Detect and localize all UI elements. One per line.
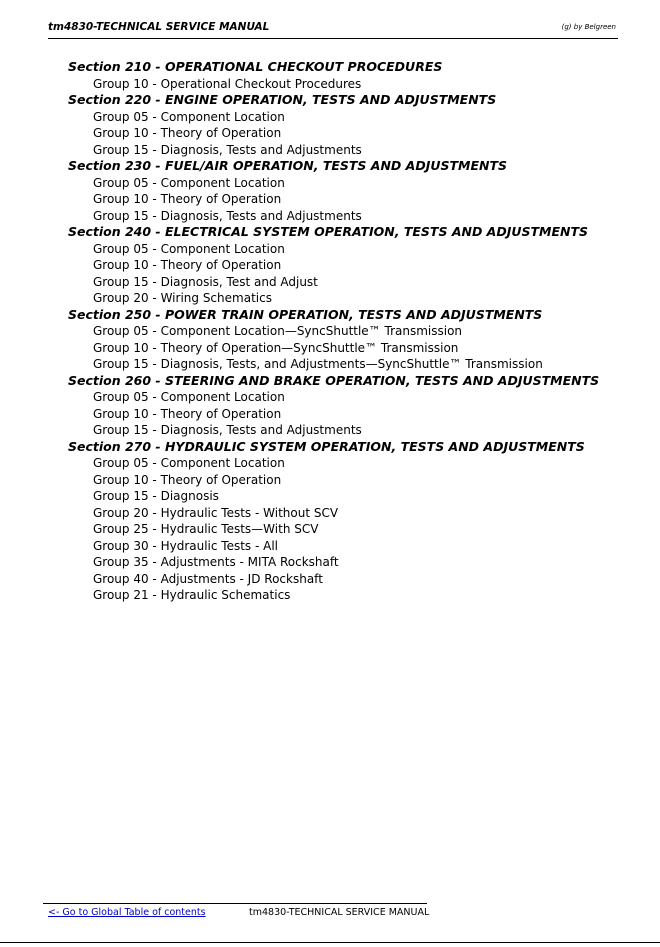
group-entry[interactable]: Group 05 - Component Location: [93, 175, 285, 190]
toc-section: [68, 158, 628, 224]
section-heading[interactable]: Section 240 - ELECTRICAL SYSTEM OPERATION, TESTS AND ADJUSTMENTS: [68, 224, 589, 239]
group-entry[interactable]: Group 15 - Diagnosis, Tests and Adjustments: [93, 142, 362, 157]
group-entry[interactable]: Group 30 - Hydraulic Tests - All: [93, 538, 279, 553]
group-entry[interactable]: Group 05 - Component Location: [93, 390, 285, 404]
group-entry[interactable]: Group 10 - Theory of Operation: [93, 406, 282, 421]
group-entry[interactable]: Group 20 - Wiring Schematics: [93, 291, 272, 305]
group-entry[interactable]: Group 10 - Theory of Operation: [93, 126, 282, 140]
footer-divider: [43, 903, 427, 904]
group-entry[interactable]: Group 15 - Diagnosis, Test and Adjust: [93, 274, 318, 289]
page-header: [48, 18, 618, 39]
footer-title: tm4830-TECHNICAL SERVICE MANUAL: [249, 907, 430, 918]
table-of-contents: [68, 59, 628, 604]
group-entry[interactable]: Group 15 - Diagnosis: [93, 489, 219, 503]
toc-section: [68, 307, 628, 373]
section-heading[interactable]: Section 260 - STEERING AND BRAKE OPERATION, TESTS AND ADJUSTMENTS: [68, 372, 600, 388]
section-heading[interactable]: Section 210 - OPERATIONAL CHECKOUT PROCEDURES: [68, 59, 443, 74]
toc-section: [68, 224, 628, 307]
group-entry[interactable]: Group 05 - Component Location: [93, 241, 285, 256]
group-entry[interactable]: Group 40 - Adjustments - JD Rockshaft: [93, 571, 323, 586]
group-entry[interactable]: Group 10 - Theory of Operation: [93, 472, 282, 487]
page-bottom-divider: [0, 942, 660, 943]
group-entry[interactable]: Group 20 - Hydraulic Tests - Without SCV: [93, 505, 339, 520]
group-entry[interactable]: Group 15 - Diagnosis, Tests and Adjustments: [93, 423, 362, 437]
header-title: tm4830-TECHNICAL SERVICE MANUAL: [48, 21, 270, 33]
global-toc-link[interactable]: <- Go to Global Table of contents: [48, 907, 206, 918]
group-entry[interactable]: Group 15 - Diagnosis, Tests, and Adjustments—SyncShuttle™ Transmission: [93, 357, 543, 371]
group-entry[interactable]: Group 35 - Adjustments - MITA Rockshaft: [93, 555, 339, 569]
section-heading[interactable]: Section 220 - ENGINE OPERATION, TESTS AND ADJUSTMENTS: [68, 92, 497, 107]
group-entry[interactable]: Group 10 - Theory of Operation: [93, 258, 282, 272]
group-entry[interactable]: Group 10 - Operational Checkout Procedures: [93, 76, 362, 91]
group-entry[interactable]: Group 15 - Diagnosis, Tests and Adjustments: [93, 208, 362, 223]
toc-section: [68, 92, 628, 158]
toc-section: [68, 373, 628, 439]
header-credit: (g) by Belgreen: [561, 23, 616, 31]
section-heading[interactable]: Section 250 - POWER TRAIN OPERATION, TESTS AND ADJUSTMENTS: [68, 306, 543, 322]
group-entry[interactable]: Group 21 - Hydraulic Schematics: [93, 588, 291, 602]
group-entry[interactable]: Group 10 - Theory of Operation: [93, 192, 282, 206]
group-entry[interactable]: Group 10 - Theory of Operation—SyncShuttle™ Transmission: [93, 340, 459, 355]
group-entry[interactable]: Group 25 - Hydraulic Tests—With SCV: [93, 522, 319, 536]
toc-section: [68, 59, 628, 92]
toc-section: [68, 439, 628, 604]
group-entry[interactable]: Group 05 - Component Location—SyncShuttle™ Transmission: [93, 324, 463, 338]
group-entry[interactable]: Group 05 - Component Location: [93, 456, 285, 470]
section-heading[interactable]: Section 270 - HYDRAULIC SYSTEM OPERATION, TESTS AND ADJUSTMENTS: [68, 438, 585, 454]
group-entry[interactable]: Group 05 - Component Location: [93, 109, 285, 124]
section-heading[interactable]: Section 230 - FUEL/AIR OPERATION, TESTS AND ADJUSTMENTS: [68, 158, 507, 173]
